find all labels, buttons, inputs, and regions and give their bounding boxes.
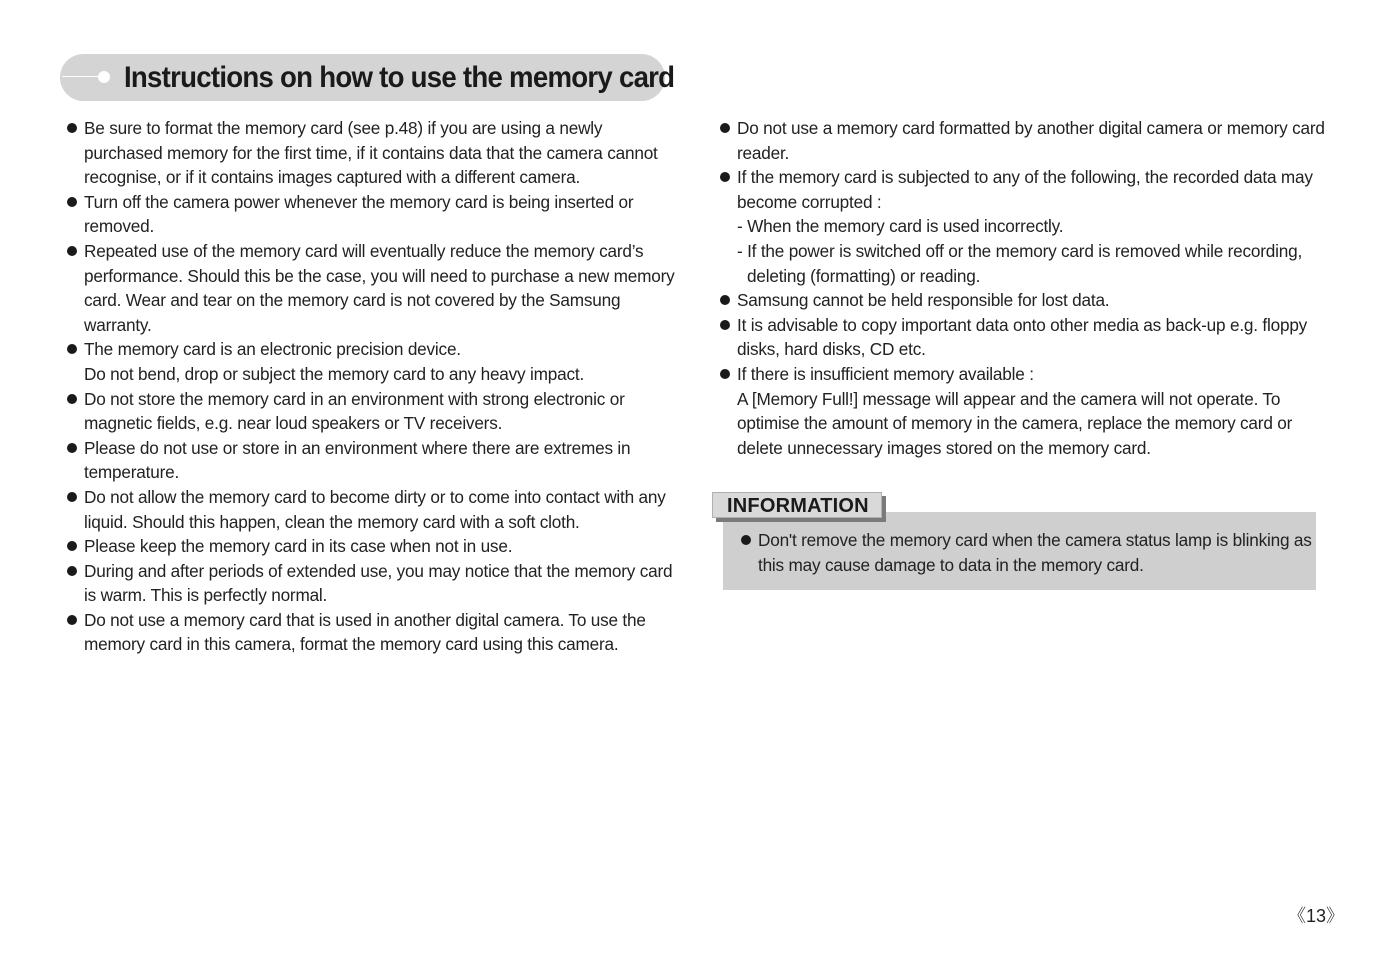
bullet-icon: [67, 566, 77, 576]
bullet-icon: [720, 320, 730, 330]
bullet-icon: [67, 197, 77, 207]
item-line: Do not bend, drop or subject the memory card to any heavy impact.: [84, 363, 585, 384]
item-line: temperature.: [84, 462, 180, 483]
item-line: Repeated use of the memory card will eventually reduce the memory card’s: [84, 240, 644, 261]
item-line: card. Wear and tear on the memory card is not covered by the Samsung: [84, 290, 621, 311]
list-item: [719, 116, 1325, 165]
bullet-icon: [67, 492, 77, 502]
item-line: Don't remove the memory card when the camera status lamp is blinking as: [758, 530, 1312, 550]
information-list: [740, 528, 1310, 577]
item-line: Turn off the camera power whenever the memory card is being inserted or: [84, 191, 634, 212]
list-item: [66, 608, 666, 657]
item-line: purchased memory for the first time, if it contains data that the camera cannot: [84, 142, 658, 163]
item-line: Do not allow the memory card to become dirty or to come into contact with any: [84, 486, 666, 507]
list-item: [719, 313, 1319, 362]
item-line: performance. Should this be the case, you will need to purchase a new memory: [84, 265, 675, 286]
bullet-icon: [720, 172, 730, 182]
bullet-icon: [741, 535, 751, 545]
item-line: is warm. This is perfectly normal.: [84, 585, 328, 606]
information-label-wrapper: [712, 492, 886, 522]
list-item: [66, 239, 675, 337]
item-line: this may cause damage to data in the memory card.: [758, 554, 1144, 575]
item-line: If there is insufficient memory available :: [737, 363, 1034, 384]
item-line: become corrupted :: [737, 191, 882, 212]
bullet-icon: [67, 394, 77, 404]
list-item: [66, 387, 666, 436]
list-item: [66, 534, 666, 559]
page-title: Instructions on how to use the memory card: [124, 61, 675, 94]
bullet-icon: [67, 246, 77, 256]
item-line: Samsung cannot be held responsible for lost data.: [737, 290, 1110, 311]
list-item: [719, 288, 1319, 313]
item-line: Be sure to format the memory card (see p.48) if you are using a newly: [84, 118, 603, 138]
bullet-icon: [67, 615, 77, 625]
item-line: Please keep the memory card in its case when not in use.: [84, 536, 513, 557]
sub-item-line: deleting (formatting) or reading.: [747, 265, 981, 286]
bullet-icon: [67, 443, 77, 453]
item-line: liquid. Should this happen, clean the memory card with a soft cloth.: [84, 511, 580, 532]
left-column-list: [66, 116, 675, 657]
bullet-icon: [720, 123, 730, 133]
item-line: reader.: [737, 142, 790, 163]
item-line: magnetic fields, e.g. near loud speakers or TV receivers.: [84, 413, 503, 434]
item-line: The memory card is an electronic precision device.: [84, 339, 461, 360]
list-item: [66, 190, 666, 239]
bullet-icon: [720, 295, 730, 305]
right-column-list: [719, 116, 1325, 460]
list-item: [740, 528, 1310, 577]
sub-item-line: - When the memory card is used incorrectly.: [737, 216, 1064, 237]
list-item: [719, 362, 1319, 460]
item-line: recognise, or if it contains images captured with a different camera.: [84, 167, 581, 188]
item-line: A [Memory Full!] message will appear and the camera will not operate. To: [737, 388, 1281, 409]
item-line: disks, hard disks, CD etc.: [737, 339, 926, 360]
list-item: [66, 337, 666, 386]
bullet-icon: [67, 541, 77, 551]
bullet-icon: [67, 344, 77, 354]
list-item: [66, 485, 666, 534]
item-line: removed.: [84, 216, 155, 237]
list-item: [719, 165, 1319, 288]
list-item: [66, 116, 666, 190]
title-decoration-dot: [98, 71, 110, 83]
item-line: Do not store the memory card in an environment with strong electronic or: [84, 388, 625, 409]
item-line: memory card in this camera, format the memory card using this camera.: [84, 634, 619, 655]
item-line: delete unnecessary images stored on the memory card.: [737, 437, 1151, 458]
list-item: [66, 436, 666, 485]
item-line: Do not use a memory card formatted by another digital camera or memory card: [737, 118, 1325, 138]
item-line: Please do not use or store in an environment where there are extremes in: [84, 437, 631, 458]
list-item: [66, 559, 673, 608]
page-number: 《13》: [1288, 906, 1345, 926]
item-line: Do not use a memory card that is used in another digital camera. To use the: [84, 609, 646, 630]
bullet-icon: [720, 369, 730, 379]
item-line: warranty.: [84, 314, 152, 335]
bullet-icon: [67, 123, 77, 133]
item-line: optimise the amount of memory in the camera, replace the memory card or: [737, 413, 1293, 434]
item-line: During and after periods of extended use, you may notice that the memory card: [84, 560, 673, 581]
information-label: INFORMATION: [712, 492, 882, 518]
item-line: It is advisable to copy important data onto other media as back-up e.g. floppy: [737, 314, 1308, 335]
item-line: If the memory card is subjected to any of the following, the recorded data may: [737, 167, 1313, 188]
sub-item-line: - If the power is switched off or the memory card is removed while recording,: [737, 240, 1303, 261]
title-decoration-line: [62, 76, 100, 77]
